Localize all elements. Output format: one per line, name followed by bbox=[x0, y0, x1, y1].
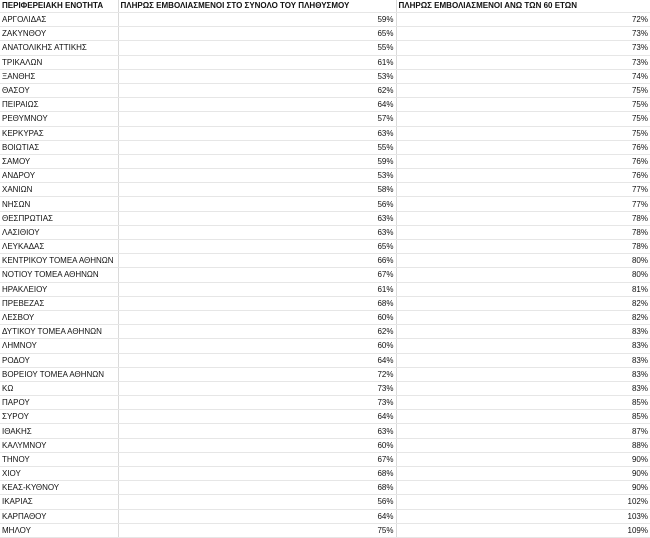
cell-over-60[interactable]: 103% bbox=[396, 509, 650, 523]
cell-regional-unit[interactable]: ΚΕΝΤΡΙΚΟΥ ΤΟΜΕΑ ΑΘΗΝΩΝ bbox=[0, 254, 118, 268]
cell-regional-unit[interactable]: ΘΕΣΠΡΩΤΙΑΣ bbox=[0, 211, 118, 225]
table-row bbox=[0, 83, 650, 97]
cell-over-60[interactable]: 81% bbox=[396, 282, 650, 296]
cell-total-population[interactable]: 63% bbox=[118, 225, 396, 239]
cell-total-population[interactable]: 56% bbox=[118, 495, 396, 509]
cell-regional-unit[interactable]: ΣΥΡΟΥ bbox=[0, 410, 118, 424]
cell-over-60[interactable]: 75% bbox=[396, 83, 650, 97]
cell-over-60[interactable]: 76% bbox=[396, 169, 650, 183]
cell-over-60[interactable]: 83% bbox=[396, 325, 650, 339]
cell-total-population[interactable]: 63% bbox=[118, 126, 396, 140]
cell-regional-unit[interactable]: ΛΗΜΝΟΥ bbox=[0, 339, 118, 353]
cell-total-population[interactable]: 65% bbox=[118, 27, 396, 41]
cell-total-population[interactable]: 53% bbox=[118, 169, 396, 183]
cell-total-population[interactable]: 60% bbox=[118, 438, 396, 452]
table-row bbox=[0, 13, 650, 27]
cell-total-population[interactable]: 55% bbox=[118, 41, 396, 55]
header-total-population[interactable]: ΠΛΗΡΩΣ ΕΜΒΟΛΙΑΣΜΕΝΟΙ ΣΤΟ ΣΥΝΟΛΟ ΤΟΥ ΠΛΗΘΥΣΜΟΥ bbox=[118, 0, 396, 13]
cell-total-population[interactable]: 61% bbox=[118, 282, 396, 296]
cell-over-60[interactable]: 88% bbox=[396, 438, 650, 452]
cell-total-population[interactable]: 68% bbox=[118, 296, 396, 310]
cell-regional-unit[interactable]: ΠΕΙΡΑΙΩΣ bbox=[0, 98, 118, 112]
cell-over-60[interactable]: 90% bbox=[396, 481, 650, 495]
cell-regional-unit[interactable]: ΙΘΑΚΗΣ bbox=[0, 424, 118, 438]
table-row bbox=[0, 126, 650, 140]
table-row bbox=[0, 509, 650, 523]
cell-regional-unit[interactable]: ΑΝΔΡΟΥ bbox=[0, 169, 118, 183]
table-row bbox=[0, 367, 650, 381]
cell-over-60[interactable]: 73% bbox=[396, 55, 650, 69]
cell-total-population[interactable]: 65% bbox=[118, 240, 396, 254]
table-row bbox=[0, 112, 650, 126]
cell-total-population[interactable]: 62% bbox=[118, 325, 396, 339]
cell-total-population[interactable]: 64% bbox=[118, 410, 396, 424]
table-row bbox=[0, 197, 650, 211]
cell-regional-unit[interactable]: ΝΗΣΩΝ bbox=[0, 197, 118, 211]
cell-regional-unit[interactable]: ΡΟΔΟΥ bbox=[0, 353, 118, 367]
cell-total-population[interactable]: 68% bbox=[118, 467, 396, 481]
cell-regional-unit[interactable]: ΛΕΣΒΟΥ bbox=[0, 310, 118, 324]
header-row bbox=[0, 0, 650, 13]
table-row bbox=[0, 211, 650, 225]
cell-regional-unit[interactable]: ΡΕΘΥΜΝΟΥ bbox=[0, 112, 118, 126]
cell-total-population[interactable]: 64% bbox=[118, 353, 396, 367]
cell-over-60[interactable]: 75% bbox=[396, 112, 650, 126]
table-row bbox=[0, 154, 650, 168]
cell-regional-unit[interactable]: ΠΡΕΒΕΖΑΣ bbox=[0, 296, 118, 310]
header-over-60[interactable]: ΠΛΗΡΩΣ ΕΜΒΟΛΙΑΣΜΕΝΟΙ ΑΝΩ ΤΩΝ 60 ΕΤΩΝ bbox=[396, 0, 650, 13]
cell-regional-unit[interactable]: ΑΝΑΤΟΛΙΚΗΣ ΑΤΤΙΚΗΣ bbox=[0, 41, 118, 55]
cell-over-60[interactable]: 80% bbox=[396, 268, 650, 282]
cell-over-60[interactable]: 72% bbox=[396, 13, 650, 27]
table-row bbox=[0, 495, 650, 509]
table-row bbox=[0, 55, 650, 69]
header-regional-unit[interactable]: ΠΕΡΙΦΕΡΕΙΑΚΗ ΕΝΟΤΗΤΑ bbox=[0, 0, 118, 13]
cell-regional-unit[interactable]: ΗΡΑΚΛΕΙΟΥ bbox=[0, 282, 118, 296]
cell-regional-unit[interactable]: ΠΑΡΟΥ bbox=[0, 396, 118, 410]
table-row bbox=[0, 424, 650, 438]
cell-total-population[interactable]: 68% bbox=[118, 481, 396, 495]
cell-total-population[interactable]: 63% bbox=[118, 211, 396, 225]
cell-total-population[interactable]: 60% bbox=[118, 310, 396, 324]
cell-total-population[interactable]: 73% bbox=[118, 396, 396, 410]
cell-over-60[interactable]: 82% bbox=[396, 310, 650, 324]
cell-regional-unit[interactable]: ΔΥΤΙΚΟΥ ΤΟΜΕΑ ΑΘΗΝΩΝ bbox=[0, 325, 118, 339]
table-row bbox=[0, 225, 650, 239]
cell-total-population[interactable]: 62% bbox=[118, 83, 396, 97]
cell-total-population[interactable]: 57% bbox=[118, 112, 396, 126]
table-row bbox=[0, 282, 650, 296]
table-row bbox=[0, 183, 650, 197]
cell-over-60[interactable]: 102% bbox=[396, 495, 650, 509]
cell-regional-unit[interactable]: ΑΡΓΟΛΙΔΑΣ bbox=[0, 13, 118, 27]
cell-over-60[interactable]: 73% bbox=[396, 27, 650, 41]
table-row bbox=[0, 481, 650, 495]
cell-regional-unit[interactable]: ΒΟΡΕΙΟΥ ΤΟΜΕΑ ΑΘΗΝΩΝ bbox=[0, 367, 118, 381]
cell-regional-unit[interactable]: ΚΑΛΥΜΝΟΥ bbox=[0, 438, 118, 452]
cell-total-population[interactable]: 55% bbox=[118, 140, 396, 154]
table-row bbox=[0, 467, 650, 481]
cell-regional-unit[interactable]: ΒΟΙΩΤΙΑΣ bbox=[0, 140, 118, 154]
cell-over-60[interactable]: 76% bbox=[396, 154, 650, 168]
table-row bbox=[0, 353, 650, 367]
table-row bbox=[0, 310, 650, 324]
table-row bbox=[0, 240, 650, 254]
cell-regional-unit[interactable]: ΜΗΛΟΥ bbox=[0, 523, 118, 537]
cell-regional-unit[interactable]: ΚΩ bbox=[0, 381, 118, 395]
cell-regional-unit[interactable]: ΛΕΥΚΑΔΑΣ bbox=[0, 240, 118, 254]
table-row bbox=[0, 41, 650, 55]
table-row bbox=[0, 268, 650, 282]
cell-over-60[interactable]: 73% bbox=[396, 41, 650, 55]
cell-over-60[interactable]: 82% bbox=[396, 296, 650, 310]
cell-over-60[interactable]: 76% bbox=[396, 140, 650, 154]
cell-regional-unit[interactable]: ΣΑΜΟΥ bbox=[0, 154, 118, 168]
cell-total-population[interactable]: 75% bbox=[118, 523, 396, 537]
table-row bbox=[0, 27, 650, 41]
cell-regional-unit[interactable]: ΧΙΟΥ bbox=[0, 467, 118, 481]
cell-over-60[interactable]: 78% bbox=[396, 225, 650, 239]
cell-total-population[interactable]: 67% bbox=[118, 268, 396, 282]
cell-total-population[interactable]: 59% bbox=[118, 13, 396, 27]
table-header bbox=[0, 0, 650, 13]
cell-total-population[interactable]: 58% bbox=[118, 183, 396, 197]
cell-regional-unit[interactable]: ΚΑΡΠΑΘΟΥ bbox=[0, 509, 118, 523]
cell-over-60[interactable]: 109% bbox=[396, 523, 650, 537]
cell-regional-unit[interactable]: ΞΑΝΘΗΣ bbox=[0, 69, 118, 83]
table-row bbox=[0, 325, 650, 339]
cell-over-60[interactable]: 83% bbox=[396, 367, 650, 381]
table-row bbox=[0, 438, 650, 452]
cell-regional-unit[interactable]: ΙΚΑΡΙΑΣ bbox=[0, 495, 118, 509]
table-row bbox=[0, 410, 650, 424]
cell-over-60[interactable]: 77% bbox=[396, 183, 650, 197]
cell-regional-unit[interactable]: ΖΑΚΥΝΘΟΥ bbox=[0, 27, 118, 41]
table-row bbox=[0, 140, 650, 154]
table-row bbox=[0, 452, 650, 466]
cell-over-60[interactable]: 85% bbox=[396, 396, 650, 410]
table-row bbox=[0, 381, 650, 395]
cell-regional-unit[interactable]: ΛΑΣΙΘΙΟΥ bbox=[0, 225, 118, 239]
cell-total-population[interactable]: 53% bbox=[118, 69, 396, 83]
cell-regional-unit[interactable]: ΘΑΣΟΥ bbox=[0, 83, 118, 97]
cell-regional-unit[interactable]: ΝΟΤΙΟΥ ΤΟΜΕΑ ΑΘΗΝΩΝ bbox=[0, 268, 118, 282]
cell-over-60[interactable]: 78% bbox=[396, 211, 650, 225]
cell-over-60[interactable]: 74% bbox=[396, 69, 650, 83]
cell-over-60[interactable]: 83% bbox=[396, 353, 650, 367]
cell-regional-unit[interactable]: ΚΕΑΣ-ΚΥΘΝΟΥ bbox=[0, 481, 118, 495]
cell-over-60[interactable]: 78% bbox=[396, 240, 650, 254]
cell-over-60[interactable]: 83% bbox=[396, 339, 650, 353]
cell-regional-unit[interactable]: ΤΗΝΟΥ bbox=[0, 452, 118, 466]
table-row bbox=[0, 254, 650, 268]
cell-regional-unit[interactable]: ΧΑΝΙΩΝ bbox=[0, 183, 118, 197]
cell-total-population[interactable]: 59% bbox=[118, 154, 396, 168]
cell-total-population[interactable]: 56% bbox=[118, 197, 396, 211]
cell-total-population[interactable]: 61% bbox=[118, 55, 396, 69]
cell-total-population[interactable]: 67% bbox=[118, 452, 396, 466]
cell-over-60[interactable]: 90% bbox=[396, 452, 650, 466]
table-row bbox=[0, 339, 650, 353]
table-row bbox=[0, 169, 650, 183]
cell-over-60[interactable]: 75% bbox=[396, 98, 650, 112]
cell-over-60[interactable]: 85% bbox=[396, 410, 650, 424]
cell-over-60[interactable]: 83% bbox=[396, 381, 650, 395]
cell-total-population[interactable]: 63% bbox=[118, 424, 396, 438]
table-row bbox=[0, 396, 650, 410]
cell-total-population[interactable]: 73% bbox=[118, 381, 396, 395]
table-row bbox=[0, 296, 650, 310]
cell-over-60[interactable]: 87% bbox=[396, 424, 650, 438]
cell-regional-unit[interactable]: ΚΕΡΚΥΡΑΣ bbox=[0, 126, 118, 140]
table-row bbox=[0, 98, 650, 112]
cell-total-population[interactable]: 66% bbox=[118, 254, 396, 268]
cell-over-60[interactable]: 80% bbox=[396, 254, 650, 268]
cell-over-60[interactable]: 90% bbox=[396, 467, 650, 481]
cell-total-population[interactable]: 64% bbox=[118, 509, 396, 523]
table-body bbox=[0, 13, 650, 538]
cell-total-population[interactable]: 64% bbox=[118, 98, 396, 112]
table-row bbox=[0, 69, 650, 83]
cell-regional-unit[interactable]: ΤΡΙΚΑΛΩΝ bbox=[0, 55, 118, 69]
cell-over-60[interactable]: 75% bbox=[396, 126, 650, 140]
cell-over-60[interactable]: 77% bbox=[396, 197, 650, 211]
cell-total-population[interactable]: 60% bbox=[118, 339, 396, 353]
table-row bbox=[0, 523, 650, 537]
cell-total-population[interactable]: 72% bbox=[118, 367, 396, 381]
